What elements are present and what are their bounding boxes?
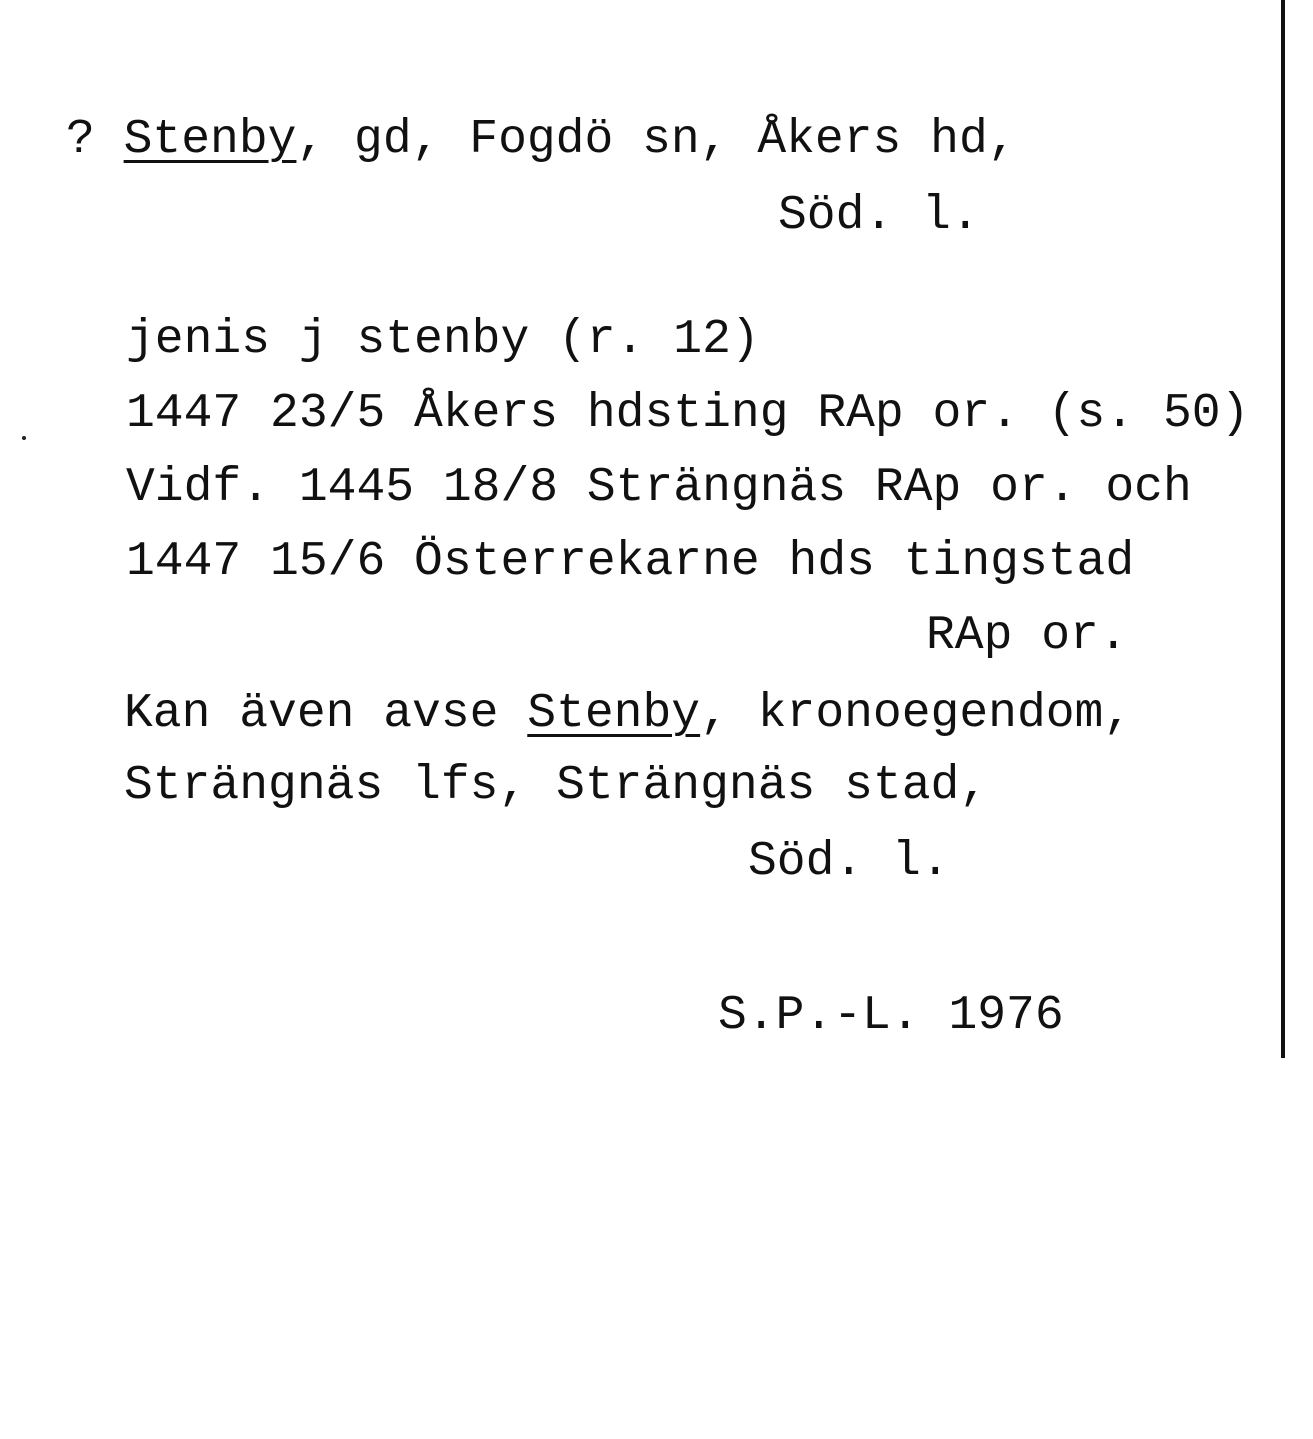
heading-place-name: Stenby xyxy=(123,113,297,167)
heading-line xyxy=(66,112,1017,168)
heading-region: Söd. l. xyxy=(778,189,980,243)
signature: S.P.-L. 1976 xyxy=(718,989,1064,1043)
alt-prefix: Kan även avse xyxy=(124,687,528,741)
card-edge-line xyxy=(1281,0,1285,1058)
alt-details: , kronoegendom, xyxy=(700,687,1133,741)
body-line-3: Vidf. 1445 18/8 Strängnäs RAp or. och xyxy=(126,461,1192,515)
heading-prefix: ? xyxy=(66,113,124,167)
heading-details: , gd, Fogdö sn, Åkers hd, xyxy=(296,113,1017,167)
body-line-4: 1447 15/6 Österrekarne hds tingstad xyxy=(126,535,1135,589)
alt-line-1 xyxy=(124,686,1132,742)
alt-place-name: Stenby xyxy=(527,687,701,741)
body-line-5: RAp or. xyxy=(926,609,1128,663)
body-line-2: 1447 23/5 Åkers hdsting RAp or. (s. 50) xyxy=(126,387,1250,441)
scan-speck xyxy=(22,436,26,440)
body-line-1: jenis j stenby (r. 12) xyxy=(126,313,760,367)
alt-line-2: Strängnäs lfs, Strängnäs stad, xyxy=(124,759,989,813)
alt-region: Söd. l. xyxy=(748,835,950,889)
